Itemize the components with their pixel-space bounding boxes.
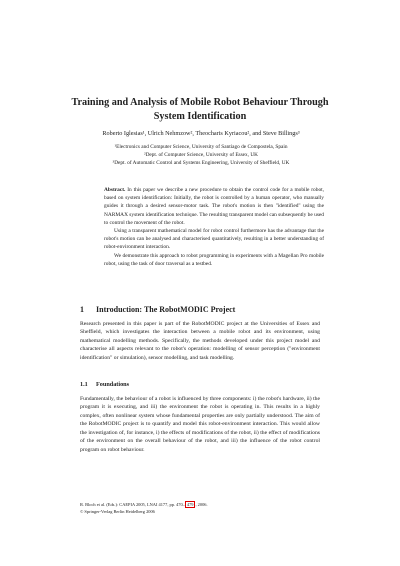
abstract-label: Abstract. <box>104 187 126 193</box>
page-end-link[interactable]: 479 <box>186 502 194 507</box>
section-1-body: Research presented in this paper is part of the RobotMODIC project at the Universities of Essex and Sheffield, which investigates the interaction between a mobile robot and its environment, using mathematical modelling methods. Specifically, the methods developed under this project model and characterise all aspects relevant to the robot's operation: modelling of sensor perception ("environment identification" or simulation), sensor modelling, and task modelling. <box>80 321 320 361</box>
paper-title: Training and Analysis of Mobile Robot Behaviour Through System Identification <box>71 97 329 122</box>
section-heading-1 <box>80 305 235 314</box>
footer-citation <box>80 502 330 515</box>
section-number-1: 1 <box>80 305 84 314</box>
author-list: Roberto Iglesias¹, Ulrich Nehmzow², Theocharis Kyriacou², and Steve Billings³ <box>102 130 300 137</box>
affiliation-2: ²Dept. of Computer Science, University of Essex, UK <box>144 152 258 159</box>
affiliation-1: ¹Electronics and Computer Science, University of Santiago de Compostela, Spain <box>114 144 288 150</box>
subsection-heading-1-1 <box>80 381 129 388</box>
section-title-1: Introduction: The RobotMODIC Project <box>96 305 236 314</box>
affiliations <box>66 143 336 168</box>
abstract-text-1: In this paper we describe a new procedure to obtain the control code for a mobile robot, based on system identification: Initially, the robot is controlled by a human operator, who manually guides it through a desired sensor-motor task. The robot's motion is then "identified" using the NARMAX system identification technique. The resulting transparent model can subsequently be used to control the movement of the robot. <box>104 187 324 226</box>
subsection-1-1-body: Fundamentally, the behaviour of a robot is influenced by three components: i) the robot's hardware, ii) the program it is executing, and iii) the environment the robot is operating in. This results in a highly complex, often nonlinear system whose fundamental properties are only partially understood. The aim of the RobotMODIC project is to quantify and model this robot-environment interaction. This would allow the investigation of, for instance, i) the effects of modifications of the robot, ii) the effect of modifications of the environment on the overall behaviour of the robot, and iii) the influence of the robot control program on robot behaviour. <box>80 396 320 453</box>
footer-line-2: © Springer-Verlag Berlin Heidelberg 2006 <box>80 508 155 514</box>
affiliation-3: ³Dept. of Automatic Control and Systems Engineering, University of Sheffield, UK <box>112 160 290 167</box>
abstract-paragraph-3: We demonstrate this approach to robot programming in experiments with a Magellan Pro mobile robot, using the task of door traversal as a testbed. <box>104 252 324 267</box>
abstract <box>104 186 324 268</box>
abstract-paragraph-1 <box>104 186 324 227</box>
footer-citation-year: , 2006. <box>195 502 208 507</box>
abstract-paragraph-2: Using a transparent mathematical model for robot control furthermore has the advantage that the robot's motion can be analysed and characterised quantitatively, resulting in a better understanding of robot-environment interaction. <box>104 228 324 251</box>
subsection-number-1-1: 1.1 <box>80 381 88 388</box>
footer-citation-text: R. Bloch et al. (Eds.): CAEPIA 2005, LNAI 4177, pp. 470– <box>80 502 185 507</box>
subsection-title-1-1: Foundations <box>96 381 130 388</box>
